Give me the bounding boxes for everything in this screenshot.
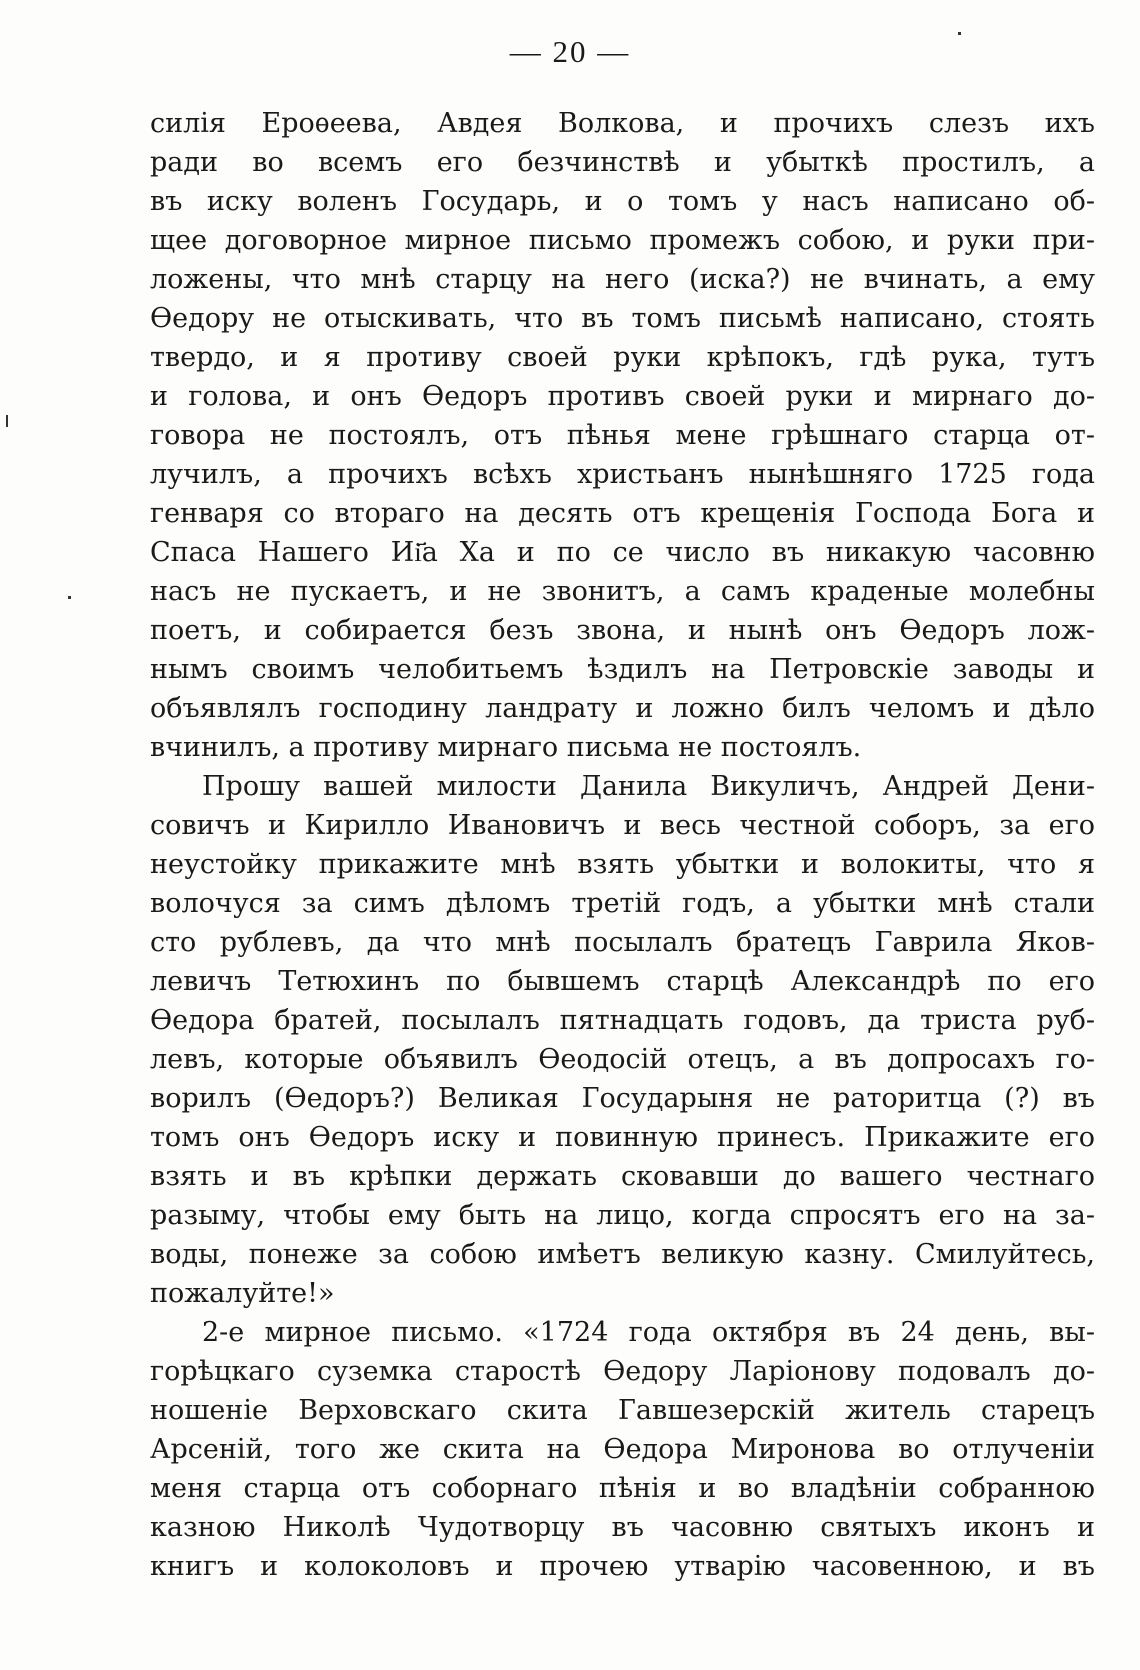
- text-line: Ѳедора братей, посылалъ пятнадцать годовъ, да триста руб-: [150, 1005, 1095, 1036]
- text-line: лучилъ, а прочихъ всѣхъ христьанъ нынѣшняго 1725 года: [150, 459, 1095, 490]
- text-line: книгъ и колоколовъ и прочею утварію часовенною, и въ: [150, 1551, 1095, 1582]
- text-line: ради во всемъ его безчинствѣ и убыткѣ простилъ, а: [150, 147, 1095, 178]
- text-line: Ѳедору не отыскивать, что въ томъ письмѣ написано, стоять: [150, 303, 1095, 334]
- text-line: поетъ, и собирается безъ звона, и нынѣ онъ Ѳедоръ лож-: [150, 615, 1095, 646]
- text-line: горѣцкаго суземка старостѣ Ѳедору Ларіонову подовалъ до-: [150, 1356, 1095, 1387]
- text-line: неустойку прикажите мнѣ взять убытки и волокиты, что я: [150, 849, 1095, 880]
- text-line: казною Николѣ Чудотворцу въ часовню святыхъ иконъ и: [150, 1512, 1095, 1543]
- text-line: сто рублевъ, да что мнѣ посылалъ братецъ Гаврила Яков-: [150, 927, 1095, 958]
- text-line: Спаса Нашего Иі҃а Ха и по се число въ никакую часовню: [150, 537, 1095, 568]
- page-number: — 20 —: [509, 34, 631, 69]
- text-line: вчинилъ, а противу мирнаго письма не постоялъ.: [150, 732, 862, 763]
- text-line: ворилъ (Ѳедоръ?) Великая Государыня не раторитца (?) въ: [150, 1083, 1095, 1114]
- text-line: воды, понеже за собою имѣетъ великую казну. Смилуйтесь,: [150, 1239, 1095, 1270]
- text-line: меня старца отъ соборнаго пѣнія и во владѣніи собранною: [150, 1473, 1095, 1504]
- text-line: и голова, и онъ Ѳедоръ противъ своей руки и мирнаго до-: [150, 381, 1095, 412]
- text-line: объявлялъ господину ландрату и ложно билъ челомъ и дѣло: [150, 693, 1095, 724]
- margin-mark: [6, 415, 8, 427]
- text-line: 2-е мирное письмо. «1724 года октября въ 24 день, вы-: [202, 1317, 1095, 1348]
- text-line: взять и въ крѣпки держать сковавши до вашего честнаго: [150, 1161, 1095, 1192]
- text-line: совичъ и Кирилло Ивановичъ и весь честной соборъ, за его: [150, 810, 1095, 841]
- body-text: [150, 104, 1095, 1586]
- text-line: левъ, которые объявилъ Ѳеодосій отецъ, а въ допросахъ го-: [150, 1044, 1095, 1075]
- text-line: нымъ своимъ челобитьемъ ѣздилъ на Петровскіе заводы и: [150, 654, 1095, 685]
- text-line: томъ онъ Ѳедоръ иску и повинную принесъ. Прикажите его: [150, 1122, 1095, 1153]
- text-line: твердо, и я противу своей руки крѣпокъ, гдѣ рука, тутъ: [150, 342, 1095, 373]
- text-line: Арсеній, того же скита на Ѳедора Миронова во отлученіи: [150, 1434, 1095, 1465]
- text-line: ношеніе Верховскаго скита Гавшезерскій житель старецъ: [150, 1395, 1095, 1426]
- text-line: насъ не пускаетъ, и не звонитъ, а самъ краденые молебны: [150, 576, 1095, 607]
- margin-mark: [68, 596, 71, 599]
- text-line: въ иску воленъ Государь, и о томъ у насъ написано об-: [150, 186, 1095, 217]
- text-line: Прошу вашей милости Данила Викуличъ, Андрей Дени-: [202, 771, 1095, 802]
- text-line: пожалуйте!»: [150, 1278, 335, 1309]
- text-line: левичъ Тетюхинъ по бывшемъ старцѣ Александрѣ по его: [150, 966, 1095, 997]
- text-line: генваря со втораго на десять отъ крещенія Господа Бога и: [150, 498, 1095, 529]
- text-line: щее договорное мирное письмо промежъ собою, и руки при-: [150, 225, 1095, 256]
- text-line: разыму, чтобы ему быть на лицо, когда спросятъ его на за-: [150, 1200, 1095, 1231]
- text-line: силія Ероѳеева, Авдея Волкова, и прочихъ слезъ ихъ: [150, 108, 1095, 139]
- text-line: волочуся за симъ дѣломъ третій годъ, а убытки мнѣ стали: [150, 888, 1095, 919]
- text-line: ложены, что мнѣ старцу на него (иска?) не вчинать, а ему: [150, 264, 1095, 295]
- margin-mark: [958, 32, 961, 35]
- text-line: говора не постоялъ, отъ пѣнья мене грѣшнаго старца от-: [150, 420, 1095, 451]
